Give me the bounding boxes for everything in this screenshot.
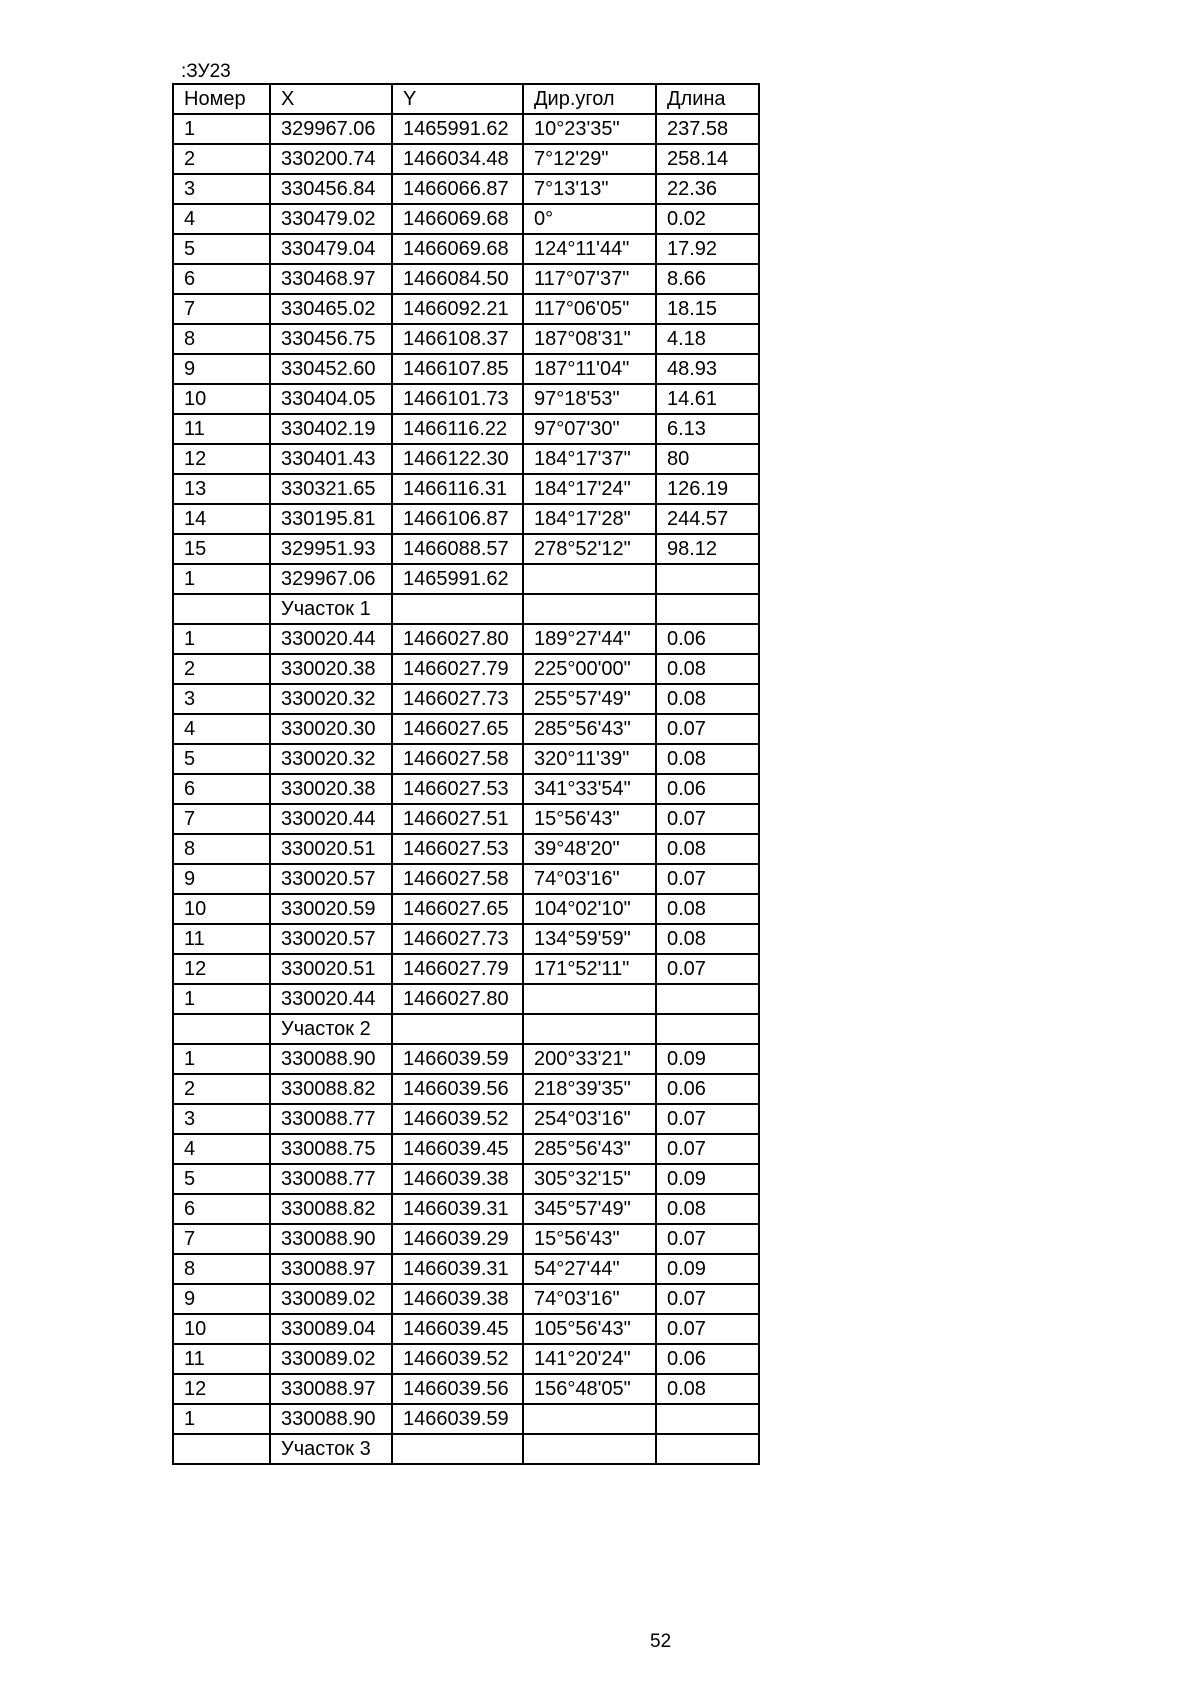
table-row	[173, 894, 759, 924]
cell-number: 10	[173, 894, 270, 924]
cell-direction-angle: 104°02'10"	[523, 894, 656, 924]
cell-y	[392, 1014, 523, 1044]
cell-direction-angle: 74°03'16"	[523, 864, 656, 894]
table-row	[173, 504, 759, 534]
cell-length: 0.07	[656, 1314, 759, 1344]
cell-x: 330404.05	[270, 384, 392, 414]
cell-direction-angle: 184°17'28"	[523, 504, 656, 534]
cell-length: 0.02	[656, 204, 759, 234]
cell-number: 2	[173, 144, 270, 174]
cell-number: 10	[173, 1314, 270, 1344]
table-row	[173, 204, 759, 234]
cell-number: 9	[173, 864, 270, 894]
table-header-row	[173, 84, 759, 114]
cell-x: 330088.82	[270, 1074, 392, 1104]
cell-number: 10	[173, 384, 270, 414]
cell-x: 330020.51	[270, 954, 392, 984]
cell-y: 1466027.80	[392, 624, 523, 654]
cell-number: 4	[173, 714, 270, 744]
cell-number: 14	[173, 504, 270, 534]
cell-length	[656, 564, 759, 594]
cell-length: 0.06	[656, 1074, 759, 1104]
cell-y: 1466116.22	[392, 414, 523, 444]
cell-direction-angle: 171°52'11"	[523, 954, 656, 984]
cell-length: 0.07	[656, 1284, 759, 1314]
cell-x: 329951.93	[270, 534, 392, 564]
cell-y: 1466027.53	[392, 774, 523, 804]
cell-direction-angle: 105°56'43"	[523, 1314, 656, 1344]
cell-x: 330465.02	[270, 294, 392, 324]
cell-length: 6.13	[656, 414, 759, 444]
header-x: X	[270, 84, 392, 114]
cell-length: 0.08	[656, 1194, 759, 1224]
cell-length: 0.07	[656, 714, 759, 744]
cell-y: 1466027.53	[392, 834, 523, 864]
cell-direction-angle: 117°07'37"	[523, 264, 656, 294]
cell-length: 0.08	[656, 654, 759, 684]
cell-number: 12	[173, 444, 270, 474]
cell-x: 330089.02	[270, 1344, 392, 1374]
cell-direction-angle: 254°03'16"	[523, 1104, 656, 1134]
cell-x: 330020.44	[270, 624, 392, 654]
cell-direction-angle	[523, 1404, 656, 1434]
table-row	[173, 984, 759, 1014]
cell-x: 330456.84	[270, 174, 392, 204]
cell-length: 22.36	[656, 174, 759, 204]
cell-x: 330089.04	[270, 1314, 392, 1344]
cell-y: 1466039.31	[392, 1254, 523, 1284]
cell-length: 0.08	[656, 1374, 759, 1404]
table-row	[173, 1194, 759, 1224]
cell-length	[656, 1014, 759, 1044]
cell-x: 330020.57	[270, 924, 392, 954]
cell-number: 8	[173, 1254, 270, 1284]
cell-x: 330020.30	[270, 714, 392, 744]
page-number: 52	[650, 1631, 672, 1652]
cell-length: 14.61	[656, 384, 759, 414]
table-row	[173, 294, 759, 324]
cell-length: 17.92	[656, 234, 759, 264]
cell-y: 1466039.56	[392, 1074, 523, 1104]
cell-direction-angle	[523, 594, 656, 624]
cell-x: 330088.90	[270, 1404, 392, 1434]
cell-length: 0.08	[656, 684, 759, 714]
table-row	[173, 114, 759, 144]
cell-x: 330456.75	[270, 324, 392, 354]
cell-number	[173, 594, 270, 624]
cell-x: Участок 3	[270, 1434, 392, 1464]
table-row	[173, 1284, 759, 1314]
cell-y: 1465991.62	[392, 114, 523, 144]
cell-x: 330088.82	[270, 1194, 392, 1224]
cell-y: 1466116.31	[392, 474, 523, 504]
cell-length: 98.12	[656, 534, 759, 564]
cell-length: 0.09	[656, 1044, 759, 1074]
table-row	[173, 954, 759, 984]
table-row	[173, 1374, 759, 1404]
cell-direction-angle: 10°23'35"	[523, 114, 656, 144]
cell-direction-angle: 255°57'49"	[523, 684, 656, 714]
table-row	[173, 654, 759, 684]
cell-direction-angle: 54°27'44"	[523, 1254, 656, 1284]
cell-length: 8.66	[656, 264, 759, 294]
header-number: Номер	[173, 84, 270, 114]
cell-y: 1466107.85	[392, 354, 523, 384]
table-row	[173, 474, 759, 504]
cell-length: 0.07	[656, 1134, 759, 1164]
cell-direction-angle: 278°52'12"	[523, 534, 656, 564]
table-row	[173, 354, 759, 384]
cell-number: 8	[173, 834, 270, 864]
cell-direction-angle: 341°33'54"	[523, 774, 656, 804]
table-row	[173, 384, 759, 414]
cell-length: 0.08	[656, 744, 759, 774]
cell-y: 1466027.79	[392, 954, 523, 984]
table-row	[173, 234, 759, 264]
cell-x: 329967.06	[270, 114, 392, 144]
cell-direction-angle: 285°56'43"	[523, 1134, 656, 1164]
cell-y: 1466027.79	[392, 654, 523, 684]
cell-y: 1466027.65	[392, 714, 523, 744]
cell-direction-angle: 134°59'59"	[523, 924, 656, 954]
coordinates-table-body	[173, 84, 759, 1464]
cell-y: 1466039.45	[392, 1314, 523, 1344]
cell-direction-angle: 345°57'49"	[523, 1194, 656, 1224]
cell-x: 330452.60	[270, 354, 392, 384]
cell-number: 7	[173, 1224, 270, 1254]
cell-length: 0.07	[656, 1104, 759, 1134]
cell-number: 9	[173, 354, 270, 384]
cell-number: 7	[173, 804, 270, 834]
cell-length	[656, 594, 759, 624]
cell-x: 330088.77	[270, 1104, 392, 1134]
cell-length: 0.09	[656, 1164, 759, 1194]
cell-number: 12	[173, 954, 270, 984]
cell-y: 1466039.38	[392, 1284, 523, 1314]
table-row	[173, 144, 759, 174]
cell-y: 1466039.52	[392, 1104, 523, 1134]
cell-x: 330020.44	[270, 804, 392, 834]
table-row	[173, 324, 759, 354]
cell-direction-angle: 156°48'05"	[523, 1374, 656, 1404]
cell-x: 330088.97	[270, 1254, 392, 1284]
table-row	[173, 864, 759, 894]
cell-y: 1466027.65	[392, 894, 523, 924]
header-direction-angle: Дир.угол	[523, 84, 656, 114]
cell-direction-angle: 189°27'44"	[523, 624, 656, 654]
table-row	[173, 804, 759, 834]
coordinates-table	[172, 83, 760, 1465]
cell-direction-angle: 0°	[523, 204, 656, 234]
cell-number: 5	[173, 744, 270, 774]
cell-length: 0.09	[656, 1254, 759, 1284]
table-row	[173, 1404, 759, 1434]
cell-length	[656, 1404, 759, 1434]
table-row	[173, 1074, 759, 1104]
cell-y: 1466122.30	[392, 444, 523, 474]
table-row	[173, 834, 759, 864]
cell-direction-angle: 187°11'04"	[523, 354, 656, 384]
table-row	[173, 264, 759, 294]
table-row	[173, 624, 759, 654]
cell-length: 237.58	[656, 114, 759, 144]
header-length: Длина	[656, 84, 759, 114]
cell-y: 1466066.87	[392, 174, 523, 204]
cell-number: 2	[173, 1074, 270, 1104]
cell-length	[656, 984, 759, 1014]
cell-x: 330402.19	[270, 414, 392, 444]
cell-y: 1466027.73	[392, 924, 523, 954]
cell-length: 48.93	[656, 354, 759, 384]
cell-number: 1	[173, 114, 270, 144]
cell-y	[392, 594, 523, 624]
cell-y: 1466088.57	[392, 534, 523, 564]
cell-length: 0.07	[656, 864, 759, 894]
cell-y: 1466106.87	[392, 504, 523, 534]
cell-y: 1466039.31	[392, 1194, 523, 1224]
cell-length: 0.06	[656, 1344, 759, 1374]
cell-number: 4	[173, 204, 270, 234]
cell-number: 11	[173, 1344, 270, 1374]
cell-y: 1466034.48	[392, 144, 523, 174]
cell-direction-angle: 97°07'30"	[523, 414, 656, 444]
cell-direction-angle: 184°17'37"	[523, 444, 656, 474]
cell-direction-angle: 124°11'44"	[523, 234, 656, 264]
cell-number: 7	[173, 294, 270, 324]
cell-direction-angle: 305°32'15"	[523, 1164, 656, 1194]
cell-y: 1466069.68	[392, 234, 523, 264]
cell-number: 1	[173, 984, 270, 1014]
cell-number: 6	[173, 774, 270, 804]
cell-length: 80	[656, 444, 759, 474]
cell-number: 12	[173, 1374, 270, 1404]
cell-y: 1466039.59	[392, 1044, 523, 1074]
cell-direction-angle: 320°11'39"	[523, 744, 656, 774]
cell-y: 1466092.21	[392, 294, 523, 324]
cell-x: 330020.44	[270, 984, 392, 1014]
cell-length: 0.06	[656, 624, 759, 654]
cell-direction-angle: 218°39'35"	[523, 1074, 656, 1104]
cell-x: 330020.32	[270, 744, 392, 774]
table-row	[173, 1104, 759, 1134]
cell-direction-angle	[523, 984, 656, 1014]
cell-y: 1466084.50	[392, 264, 523, 294]
cell-length: 126.19	[656, 474, 759, 504]
header-y: Y	[392, 84, 523, 114]
cell-number: 3	[173, 174, 270, 204]
table-row	[173, 1134, 759, 1164]
cell-x: 330020.38	[270, 774, 392, 804]
cell-y: 1466027.80	[392, 984, 523, 1014]
cell-y: 1466039.45	[392, 1134, 523, 1164]
cell-x: Участок 1	[270, 594, 392, 624]
cell-x: 330020.32	[270, 684, 392, 714]
cell-length: 0.08	[656, 834, 759, 864]
table-row	[173, 1014, 759, 1044]
table-row	[173, 534, 759, 564]
cell-direction-angle: 141°20'24"	[523, 1344, 656, 1374]
cell-direction-angle: 39°48'20"	[523, 834, 656, 864]
cell-length: 18.15	[656, 294, 759, 324]
table-row	[173, 1254, 759, 1284]
cell-number: 1	[173, 564, 270, 594]
cell-number: 5	[173, 234, 270, 264]
cell-number: 11	[173, 414, 270, 444]
cell-x: 330088.90	[270, 1044, 392, 1074]
cell-direction-angle: 285°56'43"	[523, 714, 656, 744]
cell-number: 5	[173, 1164, 270, 1194]
table-row	[173, 714, 759, 744]
cell-number: 3	[173, 684, 270, 714]
cell-y: 1466101.73	[392, 384, 523, 414]
cell-y	[392, 1434, 523, 1464]
cell-number: 8	[173, 324, 270, 354]
table-row	[173, 1044, 759, 1074]
table-caption: :ЗУ23	[181, 61, 231, 82]
cell-y: 1466039.59	[392, 1404, 523, 1434]
cell-direction-angle: 187°08'31"	[523, 324, 656, 354]
cell-number: 4	[173, 1134, 270, 1164]
cell-direction-angle	[523, 1014, 656, 1044]
cell-length: 0.06	[656, 774, 759, 804]
cell-y: 1466027.51	[392, 804, 523, 834]
cell-length: 0.08	[656, 894, 759, 924]
table-row	[173, 684, 759, 714]
cell-length	[656, 1434, 759, 1464]
cell-direction-angle: 74°03'16"	[523, 1284, 656, 1314]
table-row	[173, 1344, 759, 1374]
cell-length: 244.57	[656, 504, 759, 534]
cell-direction-angle: 7°13'13"	[523, 174, 656, 204]
cell-length: 0.08	[656, 924, 759, 954]
table-row	[173, 774, 759, 804]
cell-x: 330401.43	[270, 444, 392, 474]
table-row	[173, 414, 759, 444]
cell-number: 6	[173, 1194, 270, 1224]
table-row	[173, 564, 759, 594]
cell-x: 330088.97	[270, 1374, 392, 1404]
cell-x: 330088.75	[270, 1134, 392, 1164]
cell-direction-angle: 15°56'43"	[523, 804, 656, 834]
cell-number: 11	[173, 924, 270, 954]
cell-length: 0.07	[656, 1224, 759, 1254]
cell-length: 4.18	[656, 324, 759, 354]
cell-x: 330479.04	[270, 234, 392, 264]
cell-x: 330089.02	[270, 1284, 392, 1314]
cell-number: 15	[173, 534, 270, 564]
cell-direction-angle: 225°00'00"	[523, 654, 656, 684]
cell-x: 330468.97	[270, 264, 392, 294]
cell-length: 258.14	[656, 144, 759, 174]
cell-x: 330200.74	[270, 144, 392, 174]
cell-y: 1466027.58	[392, 864, 523, 894]
cell-x: 330020.59	[270, 894, 392, 924]
cell-y: 1465991.62	[392, 564, 523, 594]
cell-y: 1466069.68	[392, 204, 523, 234]
cell-number: 6	[173, 264, 270, 294]
cell-x: 330321.65	[270, 474, 392, 504]
cell-y: 1466039.29	[392, 1224, 523, 1254]
cell-number: 9	[173, 1284, 270, 1314]
cell-direction-angle: 15°56'43"	[523, 1224, 656, 1254]
table-row	[173, 1314, 759, 1344]
cell-number: 1	[173, 624, 270, 654]
table-row	[173, 1224, 759, 1254]
cell-direction-angle: 97°18'53"	[523, 384, 656, 414]
cell-x: 330020.51	[270, 834, 392, 864]
cell-x: Участок 2	[270, 1014, 392, 1044]
cell-y: 1466039.52	[392, 1344, 523, 1374]
cell-direction-angle: 7°12'29"	[523, 144, 656, 174]
cell-x: 330088.90	[270, 1224, 392, 1254]
cell-x: 330479.02	[270, 204, 392, 234]
cell-direction-angle	[523, 1434, 656, 1464]
cell-x: 330195.81	[270, 504, 392, 534]
table-row	[173, 444, 759, 474]
cell-x: 330020.38	[270, 654, 392, 684]
table-row	[173, 174, 759, 204]
cell-direction-angle	[523, 564, 656, 594]
cell-number: 1	[173, 1404, 270, 1434]
cell-x: 330088.77	[270, 1164, 392, 1194]
cell-number: 13	[173, 474, 270, 504]
cell-direction-angle: 184°17'24"	[523, 474, 656, 504]
cell-number	[173, 1014, 270, 1044]
table-row	[173, 1164, 759, 1194]
cell-number: 2	[173, 654, 270, 684]
cell-x: 329967.06	[270, 564, 392, 594]
cell-y: 1466039.38	[392, 1164, 523, 1194]
cell-number: 1	[173, 1044, 270, 1074]
cell-length: 0.07	[656, 804, 759, 834]
cell-length: 0.07	[656, 954, 759, 984]
cell-direction-angle: 200°33'21"	[523, 1044, 656, 1074]
cell-y: 1466027.73	[392, 684, 523, 714]
table-row	[173, 1434, 759, 1464]
table-row	[173, 924, 759, 954]
cell-number	[173, 1434, 270, 1464]
cell-y: 1466039.56	[392, 1374, 523, 1404]
cell-x: 330020.57	[270, 864, 392, 894]
cell-direction-angle: 117°06'05"	[523, 294, 656, 324]
cell-y: 1466108.37	[392, 324, 523, 354]
table-row	[173, 744, 759, 774]
table-row	[173, 594, 759, 624]
cell-number: 3	[173, 1104, 270, 1134]
cell-y: 1466027.58	[392, 744, 523, 774]
